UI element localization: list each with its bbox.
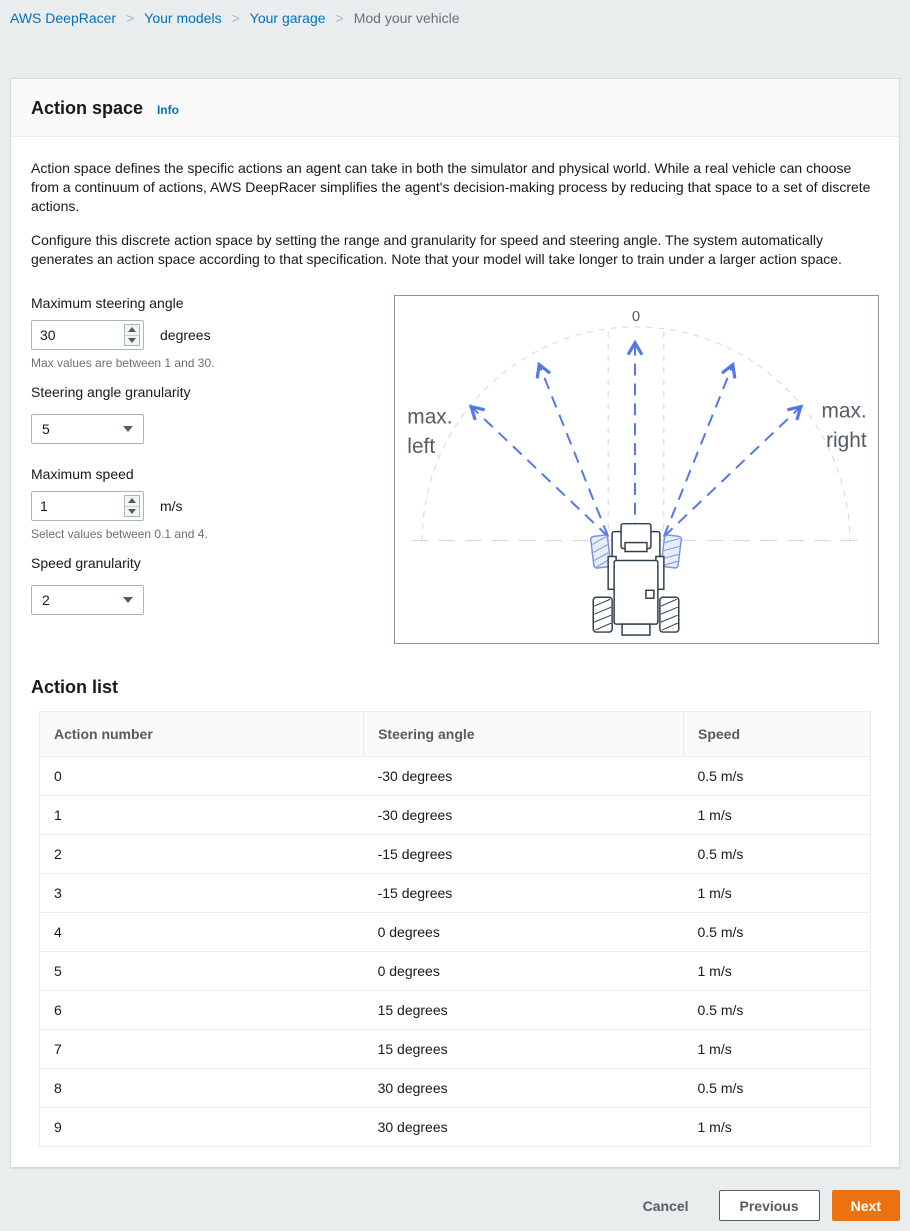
chevron-down-icon [123,426,133,432]
max-speed-label: Maximum speed [31,466,134,482]
chevron-down-icon [123,597,133,603]
steering-angle-cell: 30 degrees [364,1069,684,1108]
action-number-cell: 8 [40,1069,364,1108]
table-row [40,874,871,913]
speed-cell: 0.5 m/s [684,913,871,952]
cancel-button[interactable]: Cancel [639,1192,693,1220]
diagram-labels [407,309,867,458]
max-speed-helper: Select values between 0.1 and 4. [31,527,208,541]
description-paragraph-1: Action space defines the specific actions an agent can take in both the simulator and physical world. While a real vehicle can choose from a continuum of actions, AWS DeepRacer simplifies the agent's decision-making process by reducing that space to a set of discrete actions. [31,160,871,214]
max-right-label-2: right [826,429,867,453]
max-left-label-1: max. [407,405,453,429]
table-row [40,913,871,952]
action-number-cell: 0 [54,768,62,784]
info-link[interactable]: Info [156,103,179,117]
page-title: Action space [31,98,144,118]
action-number-cell: 7 [40,1030,364,1069]
stepper-icon[interactable] [124,324,140,346]
speed-granularity-label: Speed granularity [31,555,141,571]
action-list-table [39,711,871,1147]
table-row [40,952,871,991]
max-speed-input[interactable] [31,491,144,521]
speed-cell: 0.5 m/s [684,835,871,874]
footer-actions [0,1168,910,1231]
steering-angle-cell: -30 degrees [364,796,684,835]
spinner-up-icon[interactable] [125,325,139,336]
max-left-label-2: left [407,435,436,459]
steering-angle-cell: 15 degrees [364,1030,684,1069]
stepper-icon[interactable] [124,495,140,517]
steering-arrows [472,344,800,537]
speed-granularity-select[interactable] [31,585,144,615]
form-column [31,295,361,615]
max-steering-input[interactable] [31,320,144,350]
speed-cell: 1 m/s [684,1030,871,1069]
speed-cell: 0.5 m/s [684,1069,871,1108]
max-right-label-1: max. [821,399,867,423]
previous-button[interactable]: Previous [719,1190,820,1221]
steering-angle-cell: -30 degrees [377,768,453,784]
action-list-title: Action list [31,677,119,697]
action-number-cell: 9 [40,1108,364,1147]
steering-angle-cell: 0 degrees [364,952,684,991]
car-top-view-icon [590,524,681,635]
action-space-panel [10,78,900,1168]
panel-body [11,137,899,1167]
table-row [40,1069,871,1108]
steering-angle-cell: 30 degrees [364,1108,684,1147]
steering-diagram-image [394,295,879,644]
action-number-cell: 6 [40,991,364,1030]
breadcrumb-item[interactable]: Your garage [249,10,326,26]
table-header-row [40,712,871,757]
spinner-up-icon[interactable] [125,496,139,507]
speed-cell: 0.5 m/s [697,768,744,784]
speed-cell: 1 m/s [684,952,871,991]
steering-granularity-select[interactable] [31,414,144,444]
steering-angle-cell: -15 degrees [364,835,684,874]
speed-cell: 0.5 m/s [684,991,871,1030]
speed-cell: 1 m/s [684,796,871,835]
table-row [40,1030,871,1069]
steering-angle-cell: 15 degrees [364,991,684,1030]
max-steering-helper: Max values are between 1 and 30. [31,356,215,370]
max-speed-unit: m/s [160,498,183,514]
max-steering-value[interactable] [32,321,124,349]
panel-header [11,79,899,137]
breadcrumb-separator-icon: > [335,10,344,26]
speed-cell: 1 m/s [684,1108,871,1147]
breadcrumb [0,0,910,28]
max-speed-value[interactable] [32,492,124,520]
table-row [40,1108,871,1147]
steering-angle-cell: 0 degrees [364,913,684,952]
steering-angle-cell: -15 degrees [364,874,684,913]
breadcrumb-separator-icon: > [126,10,135,26]
steering-angle-header: Steering angle [364,712,684,757]
action-number-cell: 4 [40,913,364,952]
action-number-cell: 2 [40,835,364,874]
diagram-guides [411,327,861,541]
steering-granularity-label: Steering angle granularity [31,384,191,400]
action-number-header: Action number [40,712,364,757]
zero-angle-label: 0 [631,308,641,325]
max-steering-label: Maximum steering angle [31,295,184,311]
steering-granularity-value: 5 [42,421,50,437]
speed-header: Speed [684,712,871,757]
breadcrumb-item[interactable]: AWS DeepRacer [10,10,117,26]
action-number-cell: 5 [40,952,364,991]
max-steering-unit: degrees [160,327,211,343]
config-row [31,295,879,647]
next-button[interactable]: Next [832,1190,900,1221]
spinner-down-icon[interactable] [125,507,139,517]
speed-cell: 1 m/s [684,874,871,913]
action-number-cell: 1 [40,796,364,835]
table-row [40,796,871,835]
description-paragraph-2: Configure this discrete action space by setting the range and granularity for speed and steering angle. The system automatically generates an action space according to that specification. Note that your model will take longer to train under a larger action space. [31,232,842,267]
spinner-down-icon[interactable] [125,336,139,346]
table-row [40,991,871,1030]
table-row [40,835,871,874]
speed-granularity-value: 2 [42,592,50,608]
table-row [40,757,871,796]
action-space-diagram [394,295,879,647]
breadcrumb-item[interactable]: Your models [144,10,222,26]
breadcrumb-item: Mod your vehicle [353,10,460,26]
action-number-cell: 3 [40,874,364,913]
action-table-body [40,757,871,1147]
breadcrumb-separator-icon: > [231,10,240,26]
